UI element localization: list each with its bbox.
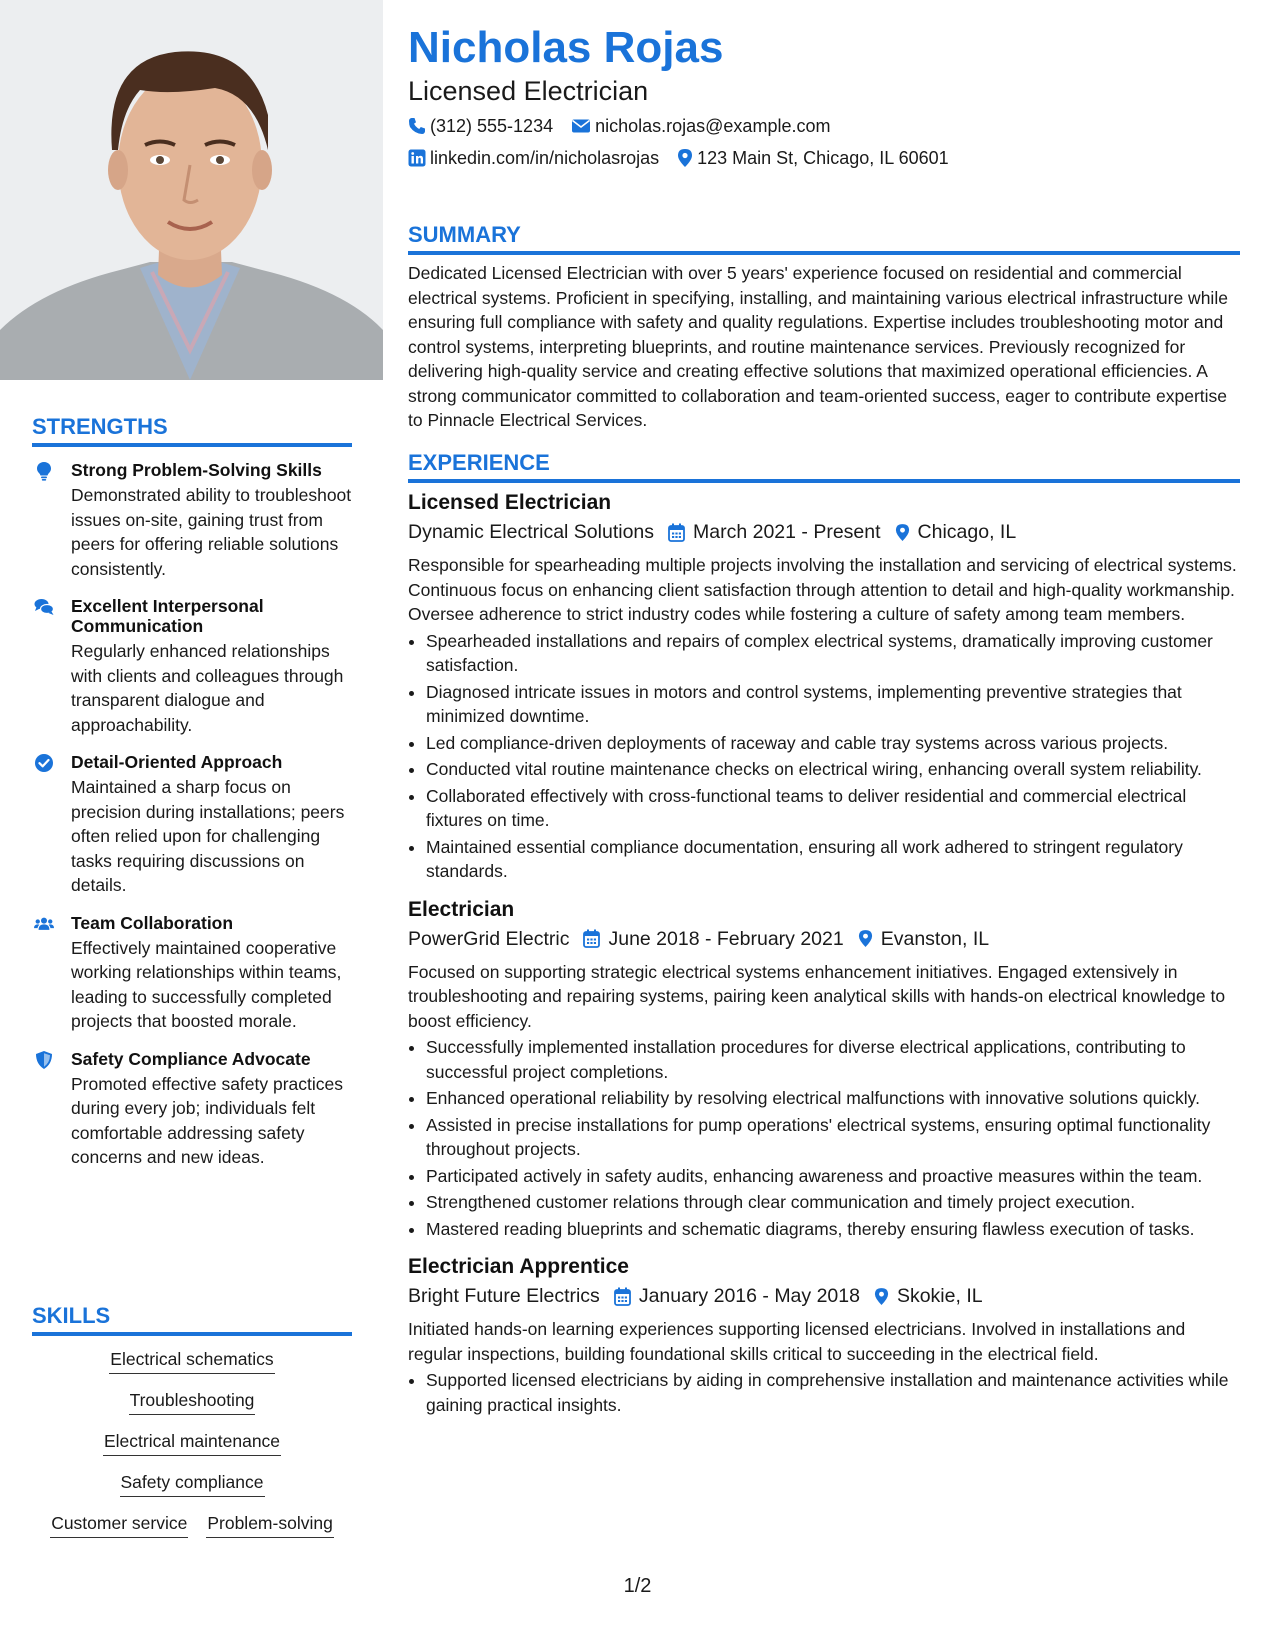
job-bullets xyxy=(408,1035,1240,1241)
strengths-list xyxy=(32,460,362,1185)
job-entry xyxy=(408,489,1240,884)
job-bullet: • Successfully implemented installation procedures for diverse electrical applications, contributing to successful project completions. xyxy=(426,1035,1240,1084)
skill-tag: Safety compliance xyxy=(120,1471,265,1497)
job-entry xyxy=(408,896,1240,1242)
linkedin-icon xyxy=(408,149,426,167)
job-dates: June 2018 - February 2021 xyxy=(608,927,844,950)
skill-tag: Electrical schematics xyxy=(109,1348,274,1374)
contact-row xyxy=(408,146,949,170)
job-company: Bright Future Electrics xyxy=(408,1285,600,1307)
job-title: Electrician xyxy=(408,897,515,921)
strength-description: Demonstrated ability to troubleshoot issues on-site, gaining trust from peers for offering reliable solutions consistently. xyxy=(71,485,352,579)
check-circle-icon xyxy=(34,753,54,773)
strengths-heading: STRENGTHS xyxy=(32,413,352,447)
job-dates: January 2016 - May 2018 xyxy=(638,1285,860,1307)
skill-tag: Customer service xyxy=(50,1512,188,1538)
job-bullet: • Led compliance-driven deployments of raceway and cable tray systems across various projects. xyxy=(426,731,1240,756)
profile-photo xyxy=(0,0,383,380)
strength-title: Strong Problem-Solving Skills xyxy=(71,460,322,480)
candidate-title: Licensed Electrician xyxy=(408,76,649,106)
job-bullet: • Maintained essential compliance documentation, ensuring all work adhered to stringent regulatory standards. xyxy=(426,835,1240,884)
lightbulb-icon xyxy=(34,461,54,481)
contact-row xyxy=(408,114,830,138)
email-link[interactable]: nicholas.rojas@example.com xyxy=(595,116,831,136)
job-bullets xyxy=(408,1368,1240,1417)
phone-icon xyxy=(408,117,426,135)
job-meta xyxy=(408,1283,1240,1309)
strength-title: Team Collaboration xyxy=(71,912,234,933)
shield-icon xyxy=(34,1050,54,1070)
linkedin-contact[interactable] xyxy=(408,146,659,170)
phone-contact xyxy=(408,114,553,138)
linkedin-link[interactable]: linkedin.com/in/nicholasrojas xyxy=(430,148,660,168)
job-description: Initiated hands-on learning experiences supporting licensed electricians. Involved in installations and regular inspections, building foundational skills critical to succeeding in the electrical field. xyxy=(408,1319,1186,1364)
calendar-icon xyxy=(614,1287,631,1306)
address-text: 123 Main St, Chicago, IL 60601 xyxy=(697,148,949,168)
summary-text: Dedicated Licensed Electrician with over 5 years' experience focused on residential and commercial electrical systems. Proficient in specifying, installing, and maintaining various electrical infrastructure while ensuring full compliance with safety and quality regulations. Expertise includes troubleshooting motor and control systems, interpreting blueprints, and routine maintenance services. Previously recognized for delivering high-quality service and creating effective solutions that maximized operational efficiencies. A strong communicator committed to collaboration and team-oriented success, eager to contribute expertise to Pinnacle Electrical Services. xyxy=(408,263,1228,430)
job-location: Chicago, IL xyxy=(917,521,1017,543)
strength-item xyxy=(32,460,362,581)
job-bullet: • Participated actively in safety audits, enhancing awareness and proactive measures within the team. xyxy=(426,1164,1240,1189)
job-company: Dynamic Electrical Solutions xyxy=(408,521,655,543)
job-bullet: • Spearheaded installations and repairs of complex electrical systems, dramatically improving customer satisfaction. xyxy=(426,629,1240,678)
map-pin-icon xyxy=(895,523,910,542)
skills-row xyxy=(32,1348,352,1374)
strength-title: Safety Compliance Advocate xyxy=(71,1048,311,1069)
strength-item xyxy=(32,1049,362,1170)
strength-description: Effectively maintained cooperative working relationships within teams, leading to successfully completed projects that boosted morale. xyxy=(71,937,342,1031)
job-bullet: • Assisted in precise installations for pump operations' electrical systems, ensuring optimal functionality throughout projects. xyxy=(426,1113,1240,1162)
skills-list xyxy=(32,1348,352,1553)
skills-row xyxy=(32,1389,352,1415)
job-bullet: • Diagnosed intricate issues in motors and control systems, implementing preventive strategies that minimized downtime. xyxy=(426,680,1240,729)
envelope-icon xyxy=(571,118,591,134)
page-number: 1/2 xyxy=(623,1575,652,1597)
job-meta xyxy=(408,519,1240,545)
job-meta xyxy=(408,926,1240,952)
skill-tag: Problem-solving xyxy=(206,1512,333,1538)
candidate-name: Nicholas Rojas xyxy=(408,23,724,72)
calendar-icon xyxy=(668,523,685,542)
skill-tag: Electrical maintenance xyxy=(103,1430,281,1456)
skills-row xyxy=(32,1430,352,1456)
job-location: Skokie, IL xyxy=(896,1285,983,1307)
strength-title: Excellent Interpersonal Communication xyxy=(71,596,264,636)
email-contact[interactable] xyxy=(571,114,830,138)
skills-heading: SKILLS xyxy=(32,1302,352,1336)
job-description: Responsible for spearheading multiple projects involving the installation and servicing of electrical systems. Continuous focus on enhancing client satisfaction through attention to detail and high-quality workmanship. Oversee adherence to strict industry codes while fostering a culture of safety among team members. xyxy=(408,555,1237,624)
map-pin-icon xyxy=(677,148,693,168)
strength-item xyxy=(32,596,362,737)
skills-row xyxy=(32,1471,352,1497)
portrait-image xyxy=(0,0,383,380)
job-bullet: • Enhanced operational reliability by resolving electrical malfunctions with innovative solutions quickly. xyxy=(426,1086,1240,1111)
strength-item xyxy=(32,913,362,1034)
sidebar xyxy=(0,0,383,1650)
phone-text: (312) 555-1234 xyxy=(430,116,554,136)
job-entry xyxy=(408,1253,1240,1417)
map-pin-icon xyxy=(874,1287,889,1306)
experience-list xyxy=(408,489,1240,1429)
strength-description: Regularly enhanced relationships with clients and colleagues through transparent dialogue and approachability. xyxy=(71,641,344,735)
job-description: Focused on supporting strategic electrical systems enhancement initiatives. Engaged extensively in troubleshooting and repairing systems, pairing keen analytical skills with hands-on electrical knowledge to boost efficiency. xyxy=(408,961,1226,1031)
job-bullets xyxy=(408,629,1240,884)
job-bullet: • Supported licensed electricians by aiding in comprehensive installation and maintenance activities while gaining practical insights. xyxy=(426,1368,1240,1417)
strength-item xyxy=(32,752,362,898)
job-bullet: • Mastered reading blueprints and schematic diagrams, thereby ensuring flawless execution of tasks. xyxy=(426,1217,1240,1242)
job-title: Licensed Electrician xyxy=(408,491,612,514)
address-contact xyxy=(677,146,949,170)
job-bullet: • Strengthened customer relations through clear communication and timely project execution. xyxy=(426,1190,1240,1215)
job-location: Evanston, IL xyxy=(880,927,990,950)
map-pin-icon xyxy=(858,929,873,948)
users-icon xyxy=(34,914,54,934)
calendar-icon xyxy=(583,929,600,948)
skill-tag: Troubleshooting xyxy=(129,1389,256,1415)
summary-heading: SUMMARY xyxy=(408,221,1240,255)
comments-icon xyxy=(34,597,54,617)
job-bullet: • Collaborated effectively with cross-functional teams to deliver residential and commercial electrical fixtures on time. xyxy=(426,784,1240,833)
strength-title: Detail-Oriented Approach xyxy=(71,752,283,772)
strength-description: Promoted effective safety practices during every job; individuals felt comfortable addressing safety concerns and new ideas. xyxy=(71,1073,344,1167)
job-title: Electrician Apprentice xyxy=(408,1255,629,1278)
skills-row xyxy=(32,1512,352,1538)
experience-heading: EXPERIENCE xyxy=(408,449,1240,483)
job-company: PowerGrid Electric xyxy=(408,927,570,950)
strength-description: Maintained a sharp focus on precision during installations; peers often relied upon for challenging tasks requiring discussions on details. xyxy=(71,777,345,895)
job-bullet: • Conducted vital routine maintenance checks on electrical wiring, enhancing overall system reliability. xyxy=(426,757,1240,782)
job-dates: March 2021 - Present xyxy=(693,521,881,543)
